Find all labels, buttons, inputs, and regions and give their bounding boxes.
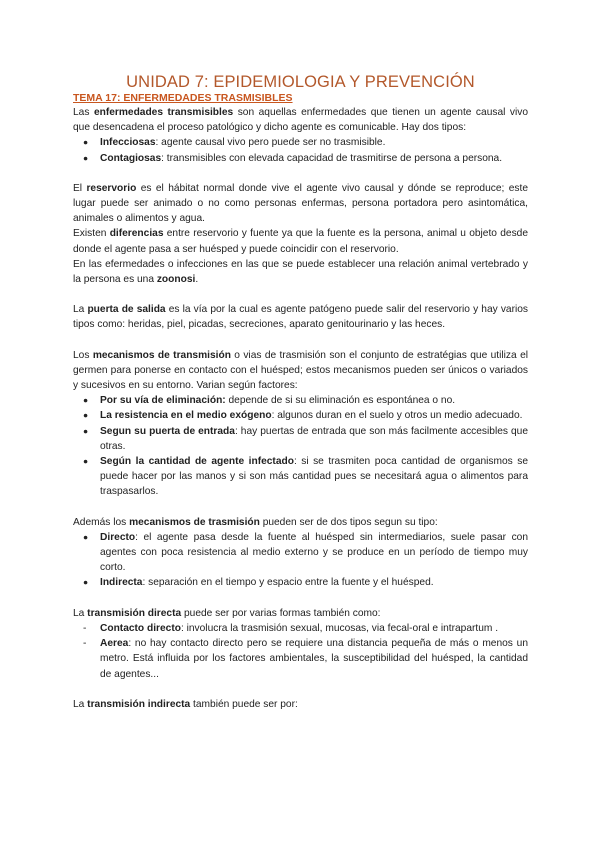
list-item: ● Contagiosas: transmisibles con elevada capacidad de trasmitirse de persona a persona.: [100, 151, 528, 166]
paragraph-zoonosis: En las efermedades o infecciones en las que se puede establecer una relación animal vertebrado y la persona es una zoonosi.: [73, 258, 528, 286]
document-page: [73, 72, 528, 712]
paragraph-mechanism-types: Además los mecanismos de trasmisión pueden ser de dos tipos segun su tipo:: [73, 516, 438, 528]
factors-list: [73, 393, 528, 499]
list-item: - Contacto directo: involucra la trasmisión sexual, mucosas, via fecal-oral e intrapartum .: [100, 621, 528, 636]
paragraph-indirect-transmission: La transmisión indirecta también puede ser por:: [73, 698, 298, 710]
list-item: ● Indirecta: separación en el tiempo y espacio entre la fuente y el huésped.: [100, 575, 528, 590]
page-title: UNIDAD 7: EPIDEMIOLOGIA Y PREVENCIÓN: [126, 73, 475, 91]
list-item: ● La resistencia en el medio exógeno: algunos duran en el suelo y otros un medio adecuado.: [100, 408, 528, 423]
paragraph-transmission-mechanisms: Los mecanismos de transmisión o vias de trasmisión son el conjunto de estratégias que utiliza el germen para ponerse en contacto con el huésped; estos mecanismos pueden ser únicos o variados y sucesivos en su entorno. Varian según factores:: [73, 349, 528, 392]
paragraph-differences: Existen diferencias entre reservorio y fuente ya que la fuente es la persona, animal u objeto desde donde el agente pasa a ser huésped y puede coincidir con el reservorio.: [73, 228, 528, 255]
paragraph-exit-door: La puerta de salida es la vía por la cual es agente patógeno puede salir del reservorio y hay varios tipos como: heridas, piel, picadas, secreciones, aparato genitourinario y las heces.: [73, 304, 528, 331]
list-item: ● Directo: el agente pasa desde la fuente al huésped sin intermediarios, suele pasar con agentes con poca resistencia al medio externo y se produce en un período de tiempo muy corto.: [100, 530, 528, 576]
list-item: ● Infecciosas: agente causal vivo pero puede ser no trasmisible.: [100, 135, 528, 150]
list-item: - Aerea: no hay contacto directo pero se requiere una distancia pequeña de más o menos un metro. Está influida por los factores ambientales, la susceptibilidad del huésped, la cantidad de agentes...: [100, 636, 528, 682]
paragraph-transmissible-diseases: Las enfermedades transmisibles son aquellas enfermedades que tienen un agente causal vivo que desencadena el proceso patológico y dicho agente es comunicable. Hay dos tipos:: [73, 107, 528, 134]
section-subtitle: TEMA 17: ENFERMEDADES TRASMISIBLES: [73, 92, 293, 104]
direct-forms-list: [73, 621, 528, 682]
paragraph-reservoir: El reservorio es el hábitat normal donde vive el agente vivo causal y dónde se reproduce; este lugar puede ser animado o no como personas enfermas, persona portadora pero asintomática, animales o alimentos y agua.: [73, 182, 528, 225]
list-item: ● Segun su puerta de entrada: hay puertas de entrada que son más facilmente accesibles que otras.: [100, 424, 528, 454]
list-item: ● Por su vía de eliminación: depende de si su eliminación es espontánea o no.: [100, 393, 528, 408]
list-item: ● Según la cantidad de agente infectado: si se trasmiten poca cantidad de organismos se puede hacer por las manos y si son más cantidad pues se necesitará agua o alimentos para traspasarlos.: [100, 454, 528, 500]
disease-types-list: [73, 135, 528, 165]
mechanism-kinds-list: [73, 530, 528, 591]
paragraph-direct-transmission: La transmisión directa puede ser por varias formas también como:: [73, 607, 381, 619]
